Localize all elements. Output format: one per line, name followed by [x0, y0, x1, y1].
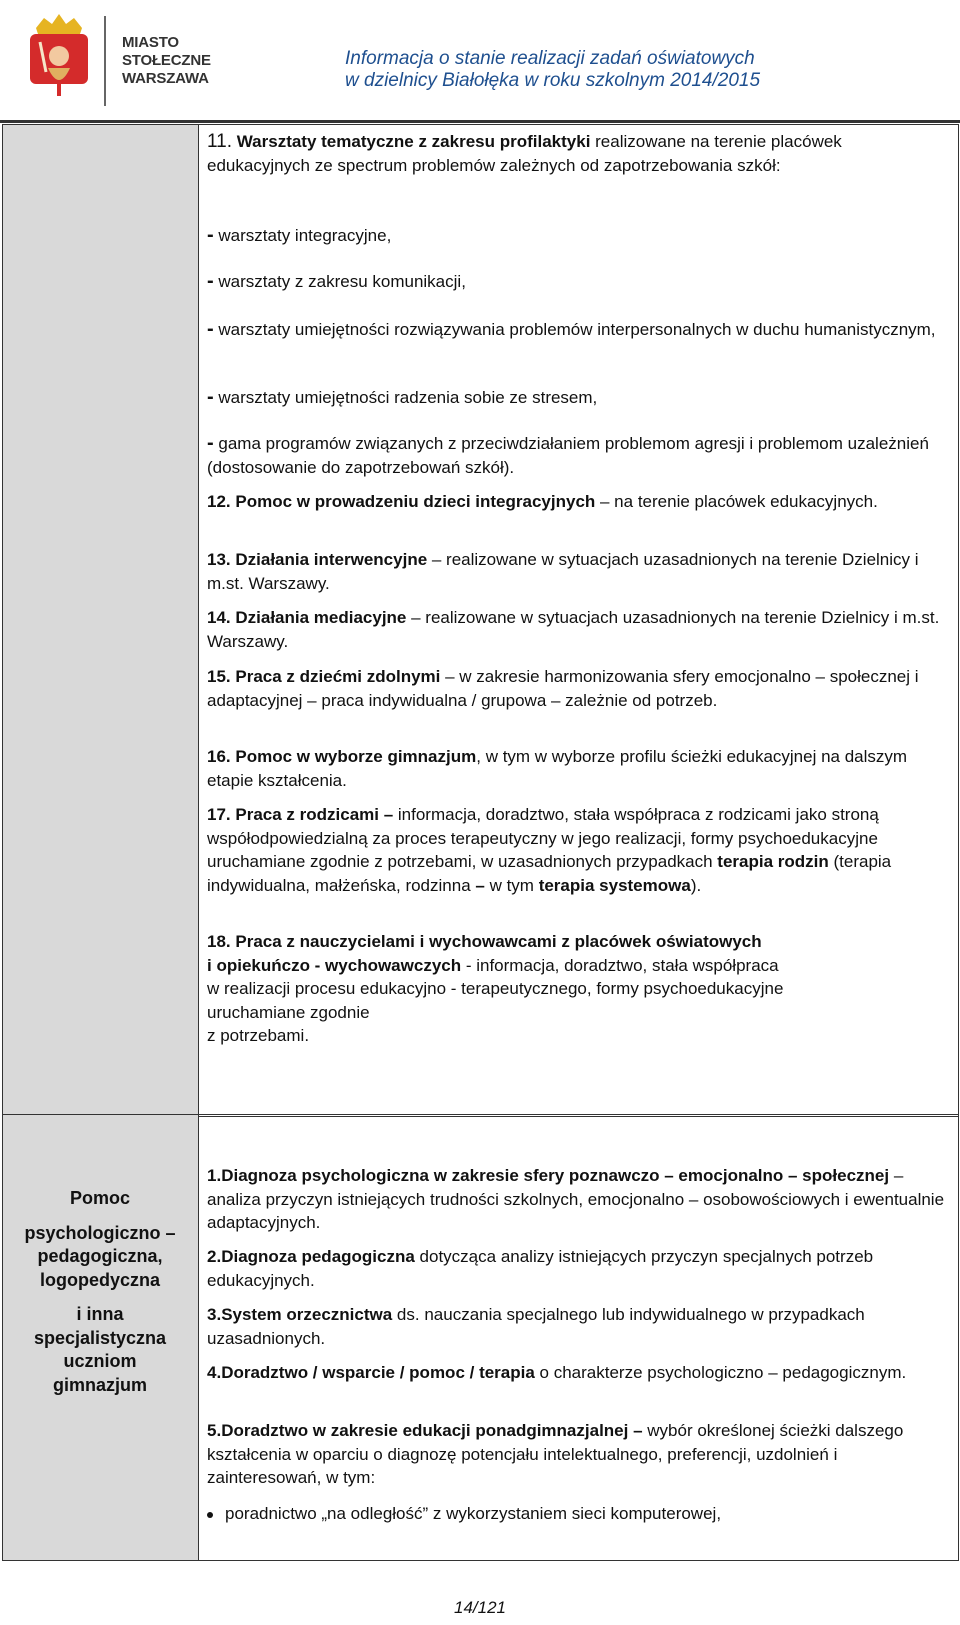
item-text: z potrzebami. [207, 1026, 310, 1045]
row-label [5, 1187, 195, 1397]
item-text: poradnictwo „na odległość” z wykorzystaniem sieci komputerowej, [225, 1504, 722, 1523]
city-name-line: MIASTO [122, 34, 179, 51]
list-item [207, 1164, 947, 1235]
item-emphasis: terapia rodzin [717, 852, 829, 871]
item-text: ds. nauczania specjalnego lub indywidualnego w przypadkach uzasadnionych. [207, 1305, 865, 1348]
list-item [207, 930, 947, 1048]
dash-marker: - [207, 432, 214, 454]
item-number: 12. [207, 492, 231, 511]
item-number: 2. [207, 1247, 222, 1266]
list-item [207, 1502, 947, 1526]
item-heading: Praca z rodzicami – [230, 805, 394, 824]
list-item [207, 1419, 947, 1490]
item-text: – na terenie placówek edukacyjnych. [595, 492, 878, 511]
item-text: realizowane na terenie placówek edukacyjnych ze spectrum problemów zależnych od zapotrzebowania szkół: [207, 132, 842, 175]
item-number: 1. [207, 1166, 222, 1185]
list-item [207, 665, 947, 712]
item-heading: Praca z nauczycielami i wychowawcami z placówek oświatowych [230, 932, 762, 951]
item-text: warsztaty integracyjne, [213, 226, 392, 245]
list-item [207, 1303, 947, 1350]
item-heading: Praca z dziećmi zdolnymi [230, 667, 441, 686]
dash-marker: - [207, 270, 214, 292]
item-heading: Działania mediacyjne [230, 608, 407, 627]
item-number: 17. [207, 805, 231, 824]
city-name-line: STOŁECZNE [122, 52, 211, 69]
item-heading: Doradztwo / wsparcie / pomoc / terapia [221, 1363, 535, 1382]
list-item [207, 224, 947, 248]
item-heading: Warsztaty tematyczne z zakresu profilaktyki [236, 132, 591, 151]
document-title-line: w dzielnicy Białołęka w roku szkolnym 2014/2015 [345, 70, 761, 91]
item-number: 5. [207, 1421, 222, 1440]
item-text: – realizowane w sytuacjach uzasadnionych na terenie Dzielnicy i m.st. Warszawy. [207, 608, 940, 651]
list-item [207, 386, 947, 410]
row-label-line: i inna [76, 1304, 124, 1324]
list-item [207, 548, 947, 595]
document-title [345, 48, 760, 92]
item-text: , w tym w wyborze profilu ścieżki edukacyjnej na dalszym etapie kształcenia. [207, 747, 908, 790]
item-emphasis: terapia systemowa [538, 875, 691, 895]
item-text: uruchamiane zgodnie [207, 1002, 370, 1022]
list-item [207, 745, 947, 792]
item-number: 14. [207, 608, 231, 627]
item-number: 11. [207, 131, 233, 152]
header-divider [104, 16, 106, 106]
item-heading: Doradztwo w zakresie edukacji ponadgimnazjalnej – [221, 1421, 643, 1440]
item-heading: Pomoc w prowadzeniu dzieci integracyjnych [230, 492, 596, 511]
item-text: informacja, doradztwo, stała współpraca z rodzicami jako stroną współodpowiedzialną za proces terapeutyczny w jego realizacji, formy psychoedukacyjne uruchamiane zgodnie z potrzebami, w uzasadnionych przypadkach [207, 805, 879, 871]
item-heading: System orzecznictwa [221, 1305, 393, 1324]
item-heading: Działania interwencyjne [230, 550, 428, 569]
item-number: 18. [207, 932, 231, 951]
row-label-line: specjalistyczna [33, 1327, 167, 1348]
list-item [207, 270, 947, 294]
row-label-line: uczniom [63, 1351, 137, 1371]
list-item [207, 606, 947, 653]
item-text: o charakterze psychologiczno – pedagogicznym. [534, 1363, 907, 1382]
dash-marker: - [207, 386, 214, 408]
item-text: w tym [484, 875, 539, 895]
item-text: (terapia indywidualna, małżeńska, rodzinna [207, 852, 892, 895]
item-text: warsztaty umiejętności rozwiązywania problemów interpersonalnych w duchu humanistycznym, [213, 320, 936, 339]
warsaw-crest-logo [30, 12, 88, 98]
item-text: – realizowane w sytuacjach uzasadnionych na terenie Dzielnicy i m.st. Warszawy. [207, 550, 919, 593]
row-label-line: pedagogiczna, [37, 1246, 163, 1266]
item-number: 15. [207, 667, 231, 686]
list-item [207, 1245, 947, 1292]
list-item [207, 490, 947, 514]
item-text: wybór określonej ścieżki dalszego kształcenia w oparciu o diagnozę potencjału intelektualnego, preferencji, uzdolnień i zainteresowań, w tym: [207, 1421, 904, 1487]
item-heading: Diagnoza pedagogiczna [221, 1247, 415, 1266]
item-text: dotycząca analizy istniejących przyczyn specjalnych potrzeb edukacyjnych. [207, 1247, 874, 1290]
dash-marker: - [207, 224, 214, 246]
item-heading: Diagnoza psychologiczna w zakresie sfery poznawczo – emocjonalno – społecznej [221, 1166, 890, 1185]
item-number: 16. [207, 747, 231, 766]
row-label-line: Pomoc [69, 1188, 130, 1208]
item-number: 4. [207, 1363, 222, 1382]
list-item [207, 432, 947, 479]
row-label-cell [3, 125, 199, 1116]
page-header [0, 0, 960, 120]
row-label-line: psychologiczno – [24, 1222, 176, 1243]
item-number: 3. [207, 1305, 222, 1324]
list-item [207, 803, 947, 897]
item-text: w realizacji procesu edukacyjno - terapeutycznego, formy psychoedukacyjne [207, 979, 784, 998]
item-heading: Pomoc w wyborze gimnazjum [230, 747, 477, 766]
item-text: warsztaty umiejętności radzenia sobie ze stresem, [213, 388, 598, 407]
city-name-line: WARSZAWA [122, 70, 209, 87]
item-text: – w zakresie harmonizowania sfery emocjonalno – społecznej i adaptacyjnej – praca indywidualna / grupowa – zależnie od potrzeb. [207, 667, 919, 710]
city-name [122, 34, 211, 88]
list-item [207, 318, 947, 342]
item-heading: i opiekuńczo - wychowawczych [207, 955, 462, 975]
row-label-line: gimnazjum [52, 1374, 147, 1395]
item-number: 13. [207, 550, 231, 569]
dash-marker: - [207, 318, 214, 340]
bullet-icon [207, 1512, 213, 1518]
document-title-line: Informacja o stanie realizacji zadań oświatowych [345, 48, 755, 69]
header-rule [0, 120, 960, 123]
list-item [207, 1361, 947, 1385]
item-text: - informacja, doradztwo, stała współpraca [461, 955, 779, 975]
list-item [207, 130, 947, 177]
item-emphasis: – [475, 875, 485, 895]
page-number: 14/121 [454, 1598, 506, 1617]
item-text: – analiza przyczyn istniejących trudności szkolnych, emocjonalno – osobowościowych i ewentualnie adaptacyjnych. [207, 1166, 945, 1232]
row-label-line: logopedyczna [39, 1269, 160, 1290]
item-text: ). [690, 875, 702, 895]
item-text: gama programów związanych z przeciwdziałaniem problemom agresji i problemom uzależnień (dostosowanie do zapotrzebowań szkół). [207, 434, 929, 477]
item-text: warsztaty z zakresu komunikacji, [213, 272, 466, 291]
